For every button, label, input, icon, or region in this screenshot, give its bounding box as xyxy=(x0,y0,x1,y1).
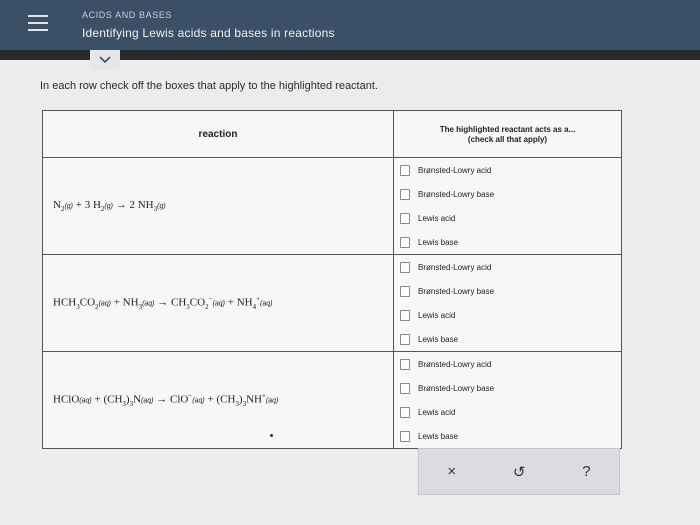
option-bronsted-acid[interactable] xyxy=(394,158,621,182)
clear-icon[interactable]: × xyxy=(447,463,457,480)
subscript: 3 xyxy=(242,399,247,408)
option-lewis-acid[interactable] xyxy=(394,303,621,327)
option-label: Brønsted-Lowry acid xyxy=(418,359,492,369)
checkbox[interactable] xyxy=(400,165,410,176)
state: (aq) xyxy=(192,397,205,405)
subscript: 2 xyxy=(205,302,209,311)
instructions: In each row check off the boxes that apply to the highlighted reactant. xyxy=(40,80,378,92)
checkbox[interactable] xyxy=(400,310,410,321)
state: (g) xyxy=(64,202,74,210)
app-header xyxy=(0,0,700,50)
option-bronsted-base[interactable] xyxy=(394,279,621,303)
collapse-toggle[interactable] xyxy=(90,50,120,70)
section-label: ACIDS AND BASES xyxy=(82,10,173,20)
option-label: Brønsted-Lowry base xyxy=(418,189,495,199)
table-row xyxy=(43,352,622,449)
acts-header-text: The highlighted reactant acts as a... xyxy=(439,124,576,134)
reactant: (CH xyxy=(103,393,123,406)
state: (aq) xyxy=(98,300,111,308)
reactant-part: N xyxy=(133,393,142,406)
question-card xyxy=(0,60,700,525)
state: (aq) xyxy=(260,300,273,308)
option-label: Brønsted-Lowry base xyxy=(418,383,495,393)
reaction-1 xyxy=(43,158,394,255)
chevron-down-icon xyxy=(99,56,111,64)
subscript: 3 xyxy=(235,399,239,408)
checkbox[interactable] xyxy=(400,286,410,297)
product-part: NH xyxy=(246,393,262,406)
checkbox[interactable] xyxy=(400,213,410,224)
checkbox[interactable] xyxy=(400,359,410,370)
help-icon[interactable]: ? xyxy=(582,463,591,480)
product-part: CO xyxy=(189,296,206,309)
subscript: 3 xyxy=(122,399,126,408)
checkbox[interactable] xyxy=(400,407,410,418)
options-1 xyxy=(394,158,622,255)
product: CH xyxy=(171,296,187,309)
charge: − xyxy=(188,392,193,401)
checkbox[interactable] xyxy=(400,334,410,345)
reactant-highlighted: N xyxy=(53,198,61,211)
options-3 xyxy=(394,352,622,449)
reactant-part: ) xyxy=(125,393,130,406)
state: (aq) xyxy=(265,397,279,405)
option-label: Brønsted-Lowry acid xyxy=(418,165,492,175)
option-label: Lewis acid xyxy=(418,310,456,320)
subscript: 4 xyxy=(252,302,257,311)
product: 2 NH xyxy=(129,198,154,211)
option-label: Brønsted-Lowry base xyxy=(418,286,495,296)
option-bronsted-base[interactable] xyxy=(394,376,621,400)
subscript: 3 xyxy=(153,205,158,214)
subscript: 2 xyxy=(95,302,99,311)
state: (g) xyxy=(104,202,113,210)
cursor-dot xyxy=(270,434,273,437)
reactant-part: CO xyxy=(79,296,96,309)
reaction-2 xyxy=(43,255,394,352)
option-label: Brønsted-Lowry acid xyxy=(418,262,492,272)
option-label: Lewis acid xyxy=(418,407,456,417)
reactant-highlighted: HCH xyxy=(53,296,77,309)
page-title: Identifying Lewis acids and bases in reactions xyxy=(82,26,335,40)
option-lewis-base[interactable] xyxy=(394,230,621,254)
subscript: 2 xyxy=(60,205,65,214)
arrow: → xyxy=(156,393,168,406)
reaction-table xyxy=(42,110,622,449)
option-bronsted-acid[interactable] xyxy=(394,255,621,279)
action-bar xyxy=(418,448,620,495)
reaction-column-header: reaction xyxy=(43,111,394,158)
option-label: Lewis base xyxy=(418,431,459,441)
checkbox[interactable] xyxy=(400,431,410,442)
checkbox[interactable] xyxy=(400,383,410,394)
acts-header-note: (check all that apply) xyxy=(467,134,548,144)
subscript: 2 xyxy=(100,205,105,214)
options-2 xyxy=(394,255,622,352)
state: (g) xyxy=(157,202,166,210)
state: (aq) xyxy=(212,300,225,308)
table-row xyxy=(43,158,622,255)
subscript: 3 xyxy=(138,302,143,311)
option-bronsted-acid[interactable] xyxy=(394,352,621,376)
plus: + xyxy=(207,393,214,406)
charge: − xyxy=(208,295,213,304)
option-lewis-acid[interactable] xyxy=(394,400,621,424)
option-label: Lewis acid xyxy=(418,213,456,223)
option-bronsted-base[interactable] xyxy=(394,182,621,206)
charge: + xyxy=(261,392,266,401)
option-lewis-base[interactable] xyxy=(394,327,621,351)
product: ClO xyxy=(169,393,189,406)
checkbox[interactable] xyxy=(400,237,410,248)
arrow: → xyxy=(157,296,169,309)
product: + NH xyxy=(227,296,253,309)
subscript: 3 xyxy=(76,302,80,311)
product: (CH xyxy=(216,393,236,406)
menu-icon[interactable] xyxy=(28,15,48,31)
reactant: + NH xyxy=(113,296,139,309)
charge: + xyxy=(256,295,261,304)
subscript: 3 xyxy=(186,302,190,311)
acts-column-header xyxy=(394,111,622,158)
state: (aq) xyxy=(141,397,154,405)
arrow: → xyxy=(115,198,127,211)
checkbox[interactable] xyxy=(400,189,410,200)
undo-icon[interactable]: ↺ xyxy=(512,463,526,481)
state: (aq) xyxy=(142,300,155,308)
table-row xyxy=(43,255,622,352)
option-label: Lewis base xyxy=(418,334,459,344)
reaction-3 xyxy=(43,352,394,449)
state: (aq) xyxy=(79,397,92,405)
subscript: 3 xyxy=(129,399,134,408)
option-label: Lewis base xyxy=(418,237,459,247)
option-lewis-acid[interactable] xyxy=(394,206,621,230)
product-part: ) xyxy=(238,393,243,406)
checkbox[interactable] xyxy=(400,262,410,273)
plus: + xyxy=(94,393,101,406)
reactant-highlighted: HClO xyxy=(53,393,80,406)
option-lewis-base[interactable] xyxy=(394,424,621,448)
reactant: + 3 H xyxy=(75,198,101,211)
